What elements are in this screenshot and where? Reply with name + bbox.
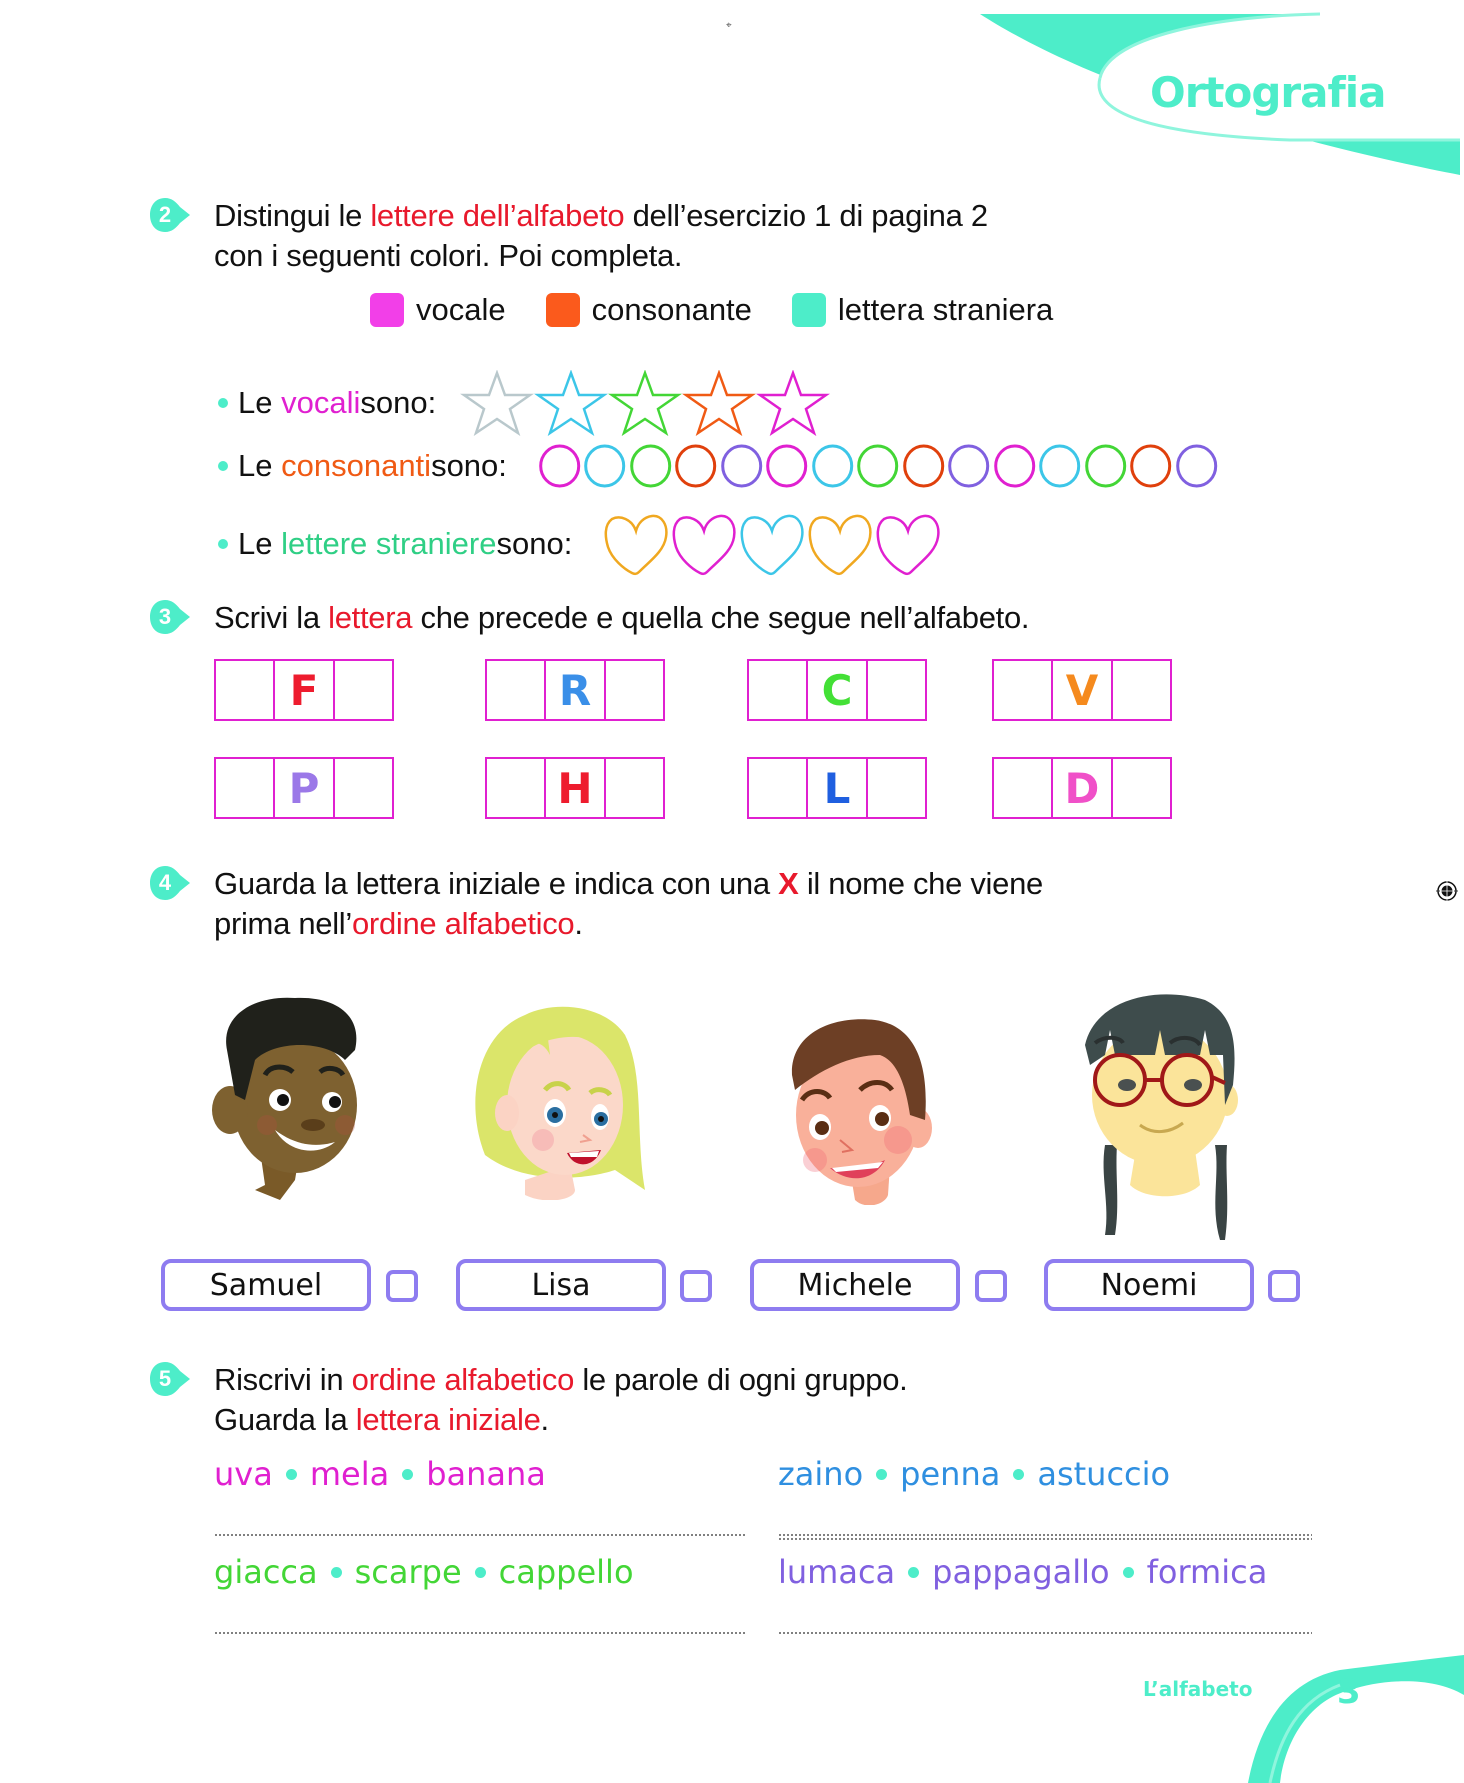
- following-letter-input[interactable]: [604, 661, 663, 719]
- given-letter: V: [1051, 661, 1110, 719]
- following-letter-input[interactable]: [333, 759, 392, 817]
- circle-slot-icon[interactable]: [1128, 443, 1174, 489]
- exercise-number-badge: 5: [148, 1360, 192, 1398]
- preceding-letter-input[interactable]: [487, 759, 544, 817]
- legend-item-vocale: vocale: [370, 292, 506, 328]
- exercise-4-instruction: Guarda la lettera iniziale e indica con una X il nome che viene prima nell’ordine alfabetico.: [214, 866, 1043, 941]
- vowels-row: Le vocali sono:: [218, 370, 830, 436]
- michele-face-illustration: [780, 1000, 940, 1205]
- legend-swatch: [792, 293, 826, 327]
- following-letter-input[interactable]: [866, 759, 925, 817]
- given-letter: H: [544, 759, 603, 817]
- word-group: [214, 1455, 546, 1493]
- word-group: [778, 1455, 1170, 1493]
- following-letter-input[interactable]: [1111, 661, 1170, 719]
- star-slot-icon[interactable]: [756, 370, 830, 436]
- legend-swatch: [546, 293, 580, 327]
- letter-sequence-box: [485, 757, 665, 819]
- circle-slot-icon[interactable]: [673, 443, 719, 489]
- letter-sequence-box: [747, 659, 927, 721]
- name-samuel: Samuel: [161, 1259, 371, 1311]
- separator-dot-icon: [475, 1567, 486, 1578]
- preceding-letter-input[interactable]: [994, 661, 1051, 719]
- star-slot-icon[interactable]: [682, 370, 756, 436]
- word: pappagallo: [932, 1553, 1110, 1591]
- name-michele: Michele: [750, 1259, 960, 1311]
- heart-slot-icon[interactable]: [602, 511, 670, 577]
- given-letter: L: [806, 759, 865, 817]
- following-letter-input[interactable]: [333, 661, 392, 719]
- preceding-letter-input[interactable]: [994, 759, 1051, 817]
- foreign-letters-row: Le lettere straniere sono:: [218, 511, 942, 577]
- legend-swatch: [370, 293, 404, 327]
- letter-sequence-box: [992, 757, 1172, 819]
- circle-slot-icon[interactable]: [901, 443, 947, 489]
- page-number: 3: [1337, 1672, 1361, 1712]
- exercise-number-badge: 4: [148, 864, 192, 902]
- color-legend: [370, 292, 1093, 328]
- circle-slot-icon[interactable]: [1174, 443, 1220, 489]
- word: mela: [309, 1455, 390, 1493]
- crop-mark: ⌖: [726, 20, 732, 31]
- star-slot-icon[interactable]: [534, 370, 608, 436]
- word: penna: [900, 1455, 1001, 1493]
- heart-slot-icon[interactable]: [670, 511, 738, 577]
- word: astuccio: [1037, 1455, 1171, 1493]
- consonant-circle-slots: [537, 443, 1220, 489]
- circle-slot-icon[interactable]: [855, 443, 901, 489]
- given-letter: D: [1051, 759, 1110, 817]
- given-letter: C: [806, 661, 865, 719]
- checkbox-lisa[interactable]: [680, 1270, 712, 1302]
- letter-sequence-box: [747, 757, 927, 819]
- registration-mark-icon: [1436, 880, 1458, 902]
- circle-slot-icon[interactable]: [537, 443, 583, 489]
- separator-dot-icon: [402, 1469, 413, 1480]
- following-letter-input[interactable]: [604, 759, 663, 817]
- separator-dot-icon: [1013, 1469, 1024, 1480]
- separator-dot-icon: [286, 1469, 297, 1480]
- given-letter: P: [273, 759, 332, 817]
- checkbox-michele[interactable]: [975, 1270, 1007, 1302]
- preceding-letter-input[interactable]: [487, 661, 544, 719]
- noemi-face-illustration: [1075, 985, 1245, 1245]
- letter-sequence-box: [485, 659, 665, 721]
- word: uva: [214, 1455, 273, 1493]
- preceding-letter-input[interactable]: [749, 759, 806, 817]
- letter-sequence-box: [214, 757, 394, 819]
- word-group: [214, 1553, 634, 1591]
- word: giacca: [214, 1553, 318, 1591]
- exercise-5-instruction: Riscrivi in ordine alfabetico le parole di ogni gruppo. Guarda la lettera iniziale.: [214, 1362, 908, 1437]
- exercise-3-instruction: Scrivi la lettera che precede e quella che segue nell’alfabeto.: [214, 600, 1030, 635]
- given-letter: R: [544, 661, 603, 719]
- given-letter: F: [273, 661, 332, 719]
- heart-slot-icon[interactable]: [874, 511, 942, 577]
- checkbox-samuel[interactable]: [386, 1270, 418, 1302]
- preceding-letter-input[interactable]: [216, 759, 273, 817]
- lisa-face-illustration: [465, 995, 655, 1200]
- word-group: [778, 1553, 1267, 1591]
- following-letter-input[interactable]: [866, 661, 925, 719]
- heart-slot-icon[interactable]: [806, 511, 874, 577]
- word: banana: [426, 1455, 546, 1493]
- circle-slot-icon[interactable]: [628, 443, 674, 489]
- vowel-star-slots: [460, 370, 830, 436]
- chapter-label: L’alfabeto: [1143, 1677, 1253, 1701]
- separator-dot-icon: [331, 1567, 342, 1578]
- circle-slot-icon[interactable]: [719, 443, 765, 489]
- word: lumaca: [778, 1553, 896, 1591]
- separator-dot-icon: [1123, 1567, 1134, 1578]
- answer-line[interactable]: [778, 1534, 1312, 1536]
- answer-line[interactable]: [778, 1632, 1312, 1634]
- consonants-row: Le consonanti sono:: [218, 443, 1219, 489]
- name-noemi: Noemi: [1044, 1259, 1254, 1311]
- circle-slot-icon[interactable]: [992, 443, 1038, 489]
- checkbox-noemi[interactable]: [1268, 1270, 1300, 1302]
- circle-slot-icon[interactable]: [1083, 443, 1129, 489]
- x-mark-icon: X: [778, 866, 799, 901]
- separator-dot-icon: [908, 1567, 919, 1578]
- letter-sequence-box: [992, 659, 1172, 721]
- word: cappello: [498, 1553, 634, 1591]
- preceding-letter-input[interactable]: [216, 661, 273, 719]
- section-title: Ortografia: [1150, 68, 1386, 117]
- preceding-letter-input[interactable]: [749, 661, 806, 719]
- foreign-heart-slots: [602, 511, 942, 577]
- bullet-icon: [218, 461, 228, 471]
- exercise-number-badge: 3: [148, 598, 192, 636]
- circle-slot-icon[interactable]: [946, 443, 992, 489]
- exercise-number-badge: 2: [148, 196, 192, 234]
- word: formica: [1146, 1553, 1268, 1591]
- answer-line[interactable]: [214, 1632, 747, 1634]
- star-slot-icon[interactable]: [608, 370, 682, 436]
- exercise-2-instruction: Distingui le lettere dell’alfabeto dell’esercizio 1 di pagina 2 con i seguenti colori. Poi completa.: [214, 198, 988, 273]
- circle-slot-icon[interactable]: [764, 443, 810, 489]
- samuel-face-illustration: [205, 990, 365, 1205]
- separator-dot-icon: [876, 1469, 887, 1480]
- name-lisa: Lisa: [456, 1259, 666, 1311]
- circle-slot-icon[interactable]: [810, 443, 856, 489]
- legend-item-consonante: consonante: [546, 292, 752, 328]
- answer-line[interactable]: [214, 1534, 747, 1536]
- circle-slot-icon[interactable]: [1037, 443, 1083, 489]
- following-letter-input[interactable]: [1111, 759, 1170, 817]
- heart-slot-icon[interactable]: [738, 511, 806, 577]
- circle-slot-icon[interactable]: [582, 443, 628, 489]
- legend-item-lettera-straniera: lettera straniera: [792, 292, 1053, 328]
- word: zaino: [778, 1455, 864, 1493]
- word: scarpe: [354, 1553, 462, 1591]
- bullet-icon: [218, 398, 228, 408]
- bullet-icon: [218, 539, 228, 549]
- star-slot-icon[interactable]: [460, 370, 534, 436]
- answer-line-guide: [778, 1538, 1312, 1540]
- letter-sequence-box: [214, 659, 394, 721]
